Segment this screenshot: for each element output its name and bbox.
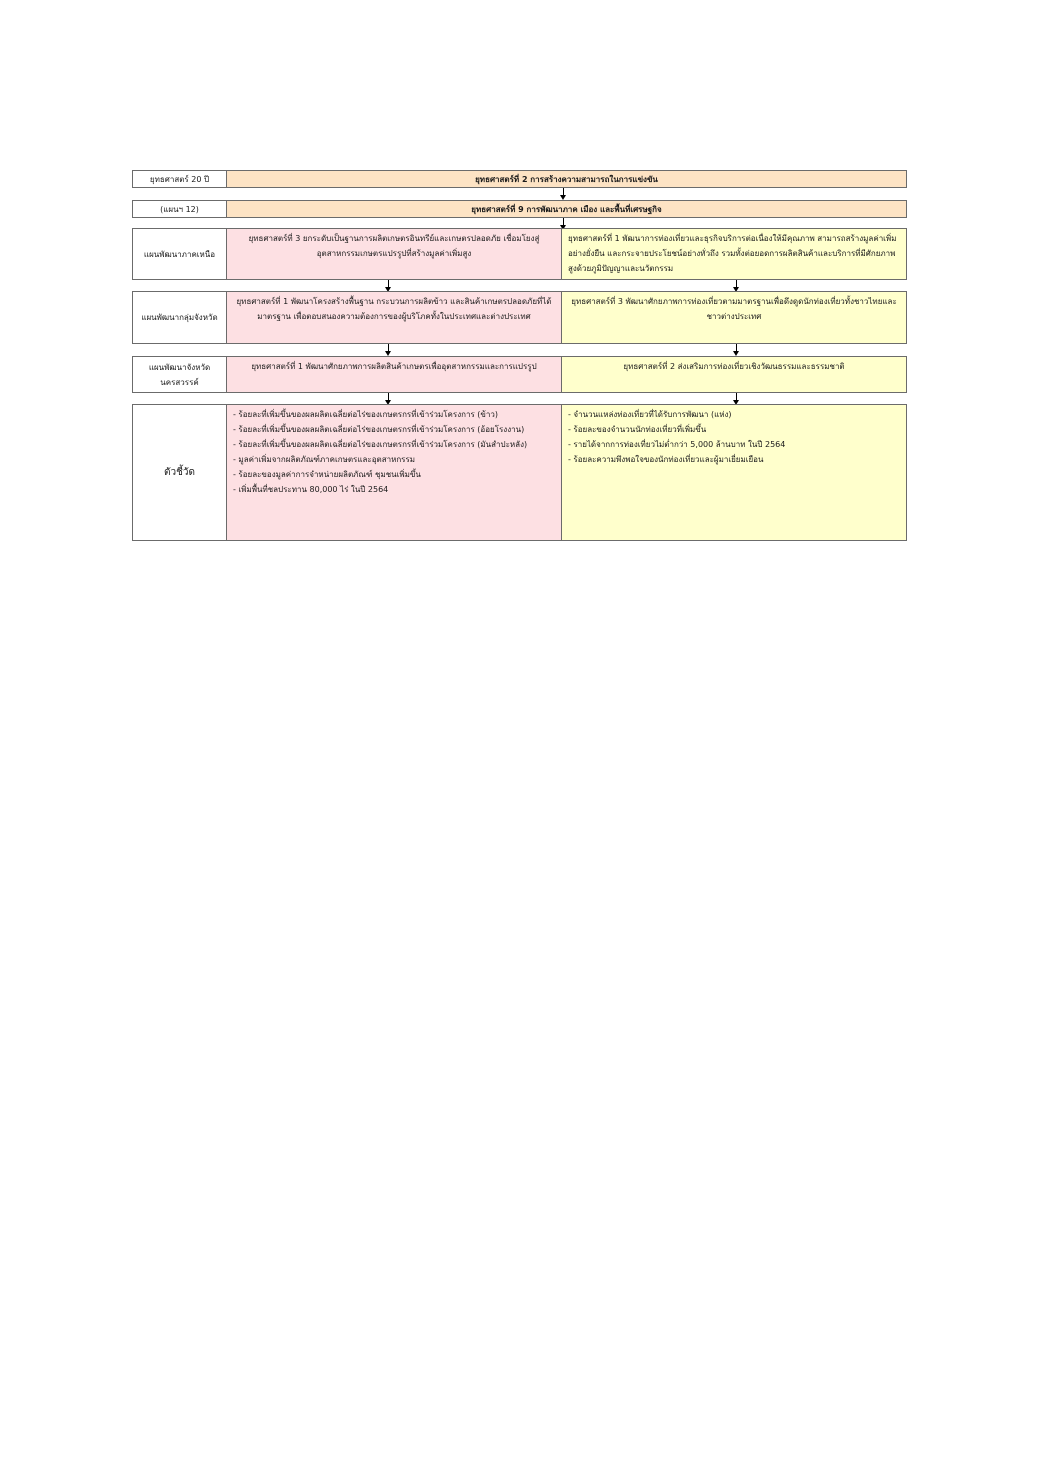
row-strategy-20-year — [132, 170, 907, 188]
arrow-down-icon — [388, 393, 389, 402]
indicators-right-list — [568, 407, 900, 467]
label-plan-12: (แผนฯ 12) — [132, 200, 227, 218]
province-group-right: ยุทธศาสตร์ที่ 3 พัฒนาศักยภาพการท่องเที่ยวตามมาตรฐานเพื่อดึงดูดนักท่องเที่ยวทั้งชาวไทยและชาวต่างประเทศ — [561, 291, 907, 344]
indicator-item: - ร้อยละของจำนวนนักท่องเที่ยวที่เพิ่มขึ้น — [568, 425, 707, 434]
arrow-down-icon — [736, 393, 737, 402]
arrow-down-icon — [736, 280, 737, 289]
indicator-item: - เพิ่มพื้นที่ชลประทาน 80,000 ไร่ ในปี 2564 — [233, 485, 389, 494]
row-north-plan — [132, 228, 907, 280]
indicators-right — [561, 404, 907, 541]
arrow-down-icon — [736, 344, 737, 353]
label-strategy-20-year: ยุทธศาสตร์ 20 ปี — [132, 170, 227, 188]
arrow-down-icon — [388, 280, 389, 289]
arrow-down-icon — [563, 188, 564, 197]
north-plan-left: ยุทธศาสตร์ที่ 3 ยกระดับเป็นฐานการผลิตเกษตรอินทรีย์และเกษตรปลอดภัย เชื่อมโยงสู่อุตสาหกรรมเกษตรแปรรูปที่สร้างมูลค่าเพิ่มสูง — [226, 228, 562, 280]
indicator-item: - ร้อยละที่เพิ่มขึ้นของผลผลิตเฉลี่ยต่อไร่ของเกษตรกรที่เข้าร่วมโครงการ (ข้าว) — [233, 410, 498, 419]
north-plan-right: ยุทธศาสตร์ที่ 1 พัฒนาการท่องเที่ยวและธุรกิจบริการต่อเนื่องให้มีคุณภาพ สามารถสร้างมูลค่าเพิ่มอย่างยั่งยืน และกระจายประโยชน์อย่างทั่วถึง รวมทั้งต่อยอดการผลิตสินค้าและบริการที่มีศักยภาพสูงด้วยภูมิปัญญาและนวัตกรรม — [561, 228, 907, 280]
indicator-item: - ร้อยละของมูลค่าการจำหน่ายผลิตภัณฑ์ ชุมชนเพิ่มขึ้น — [233, 470, 421, 479]
label-north-plan: แผนพัฒนาภาคเหนือ — [132, 228, 227, 280]
province-plan-left: ยุทธศาสตร์ที่ 1 พัฒนาศักยภาพการผลิตสินค้าเกษตรเพื่ออุตสาหกรรมและการแปรรูป — [226, 356, 562, 393]
indicators-left-list — [233, 407, 555, 497]
plan-12-text: ยุทธศาสตร์ที่ 9 การพัฒนาภาค เมือง และพื้นที่เศรษฐกิจ — [226, 200, 907, 218]
indicator-item: - ร้อยละที่เพิ่มขึ้นของผลผลิตเฉลี่ยต่อไร่ของเกษตรกรที่เข้าร่วมโครงการ (มันสำปะหลัง) — [233, 440, 528, 449]
indicators-left — [226, 404, 562, 541]
arrow-down-icon — [563, 218, 564, 227]
arrow-down-icon — [388, 344, 389, 353]
indicator-item: - จำนวนแหล่งท่องเที่ยวที่ได้รับการพัฒนา (แห่ง) — [568, 410, 732, 419]
indicator-item: - มูลค่าเพิ่มจากผลิตภัณฑ์ภาคเกษตรและอุตสาหกรรม — [233, 455, 416, 464]
province-group-left: ยุทธศาสตร์ที่ 1 พัฒนาโครงสร้างพื้นฐาน กระบวนการผลิตข้าว และสินค้าเกษตรปลอดภัยที่ได้มาตรฐาน เพื่อตอบสนองความต้องการของผู้บริโภคทั้งในประเทศและต่างประเทศ — [226, 291, 562, 344]
indicator-item: - รายได้จากการท่องเที่ยวไม่ต่ำกว่า 5,000 ล้านบาท ในปี 2564 — [568, 440, 786, 449]
row-plan-12 — [132, 200, 907, 218]
indicator-item: - ร้อยละความพึงพอใจของนักท่องเที่ยวและผู้มาเยี่ยมเยือน — [568, 455, 764, 464]
strategy-20-year-text: ยุทธศาสตร์ที่ 2 การสร้างความสามารถในการแข่งขัน — [226, 170, 907, 188]
row-indicators — [132, 404, 907, 541]
label-province-plan: แผนพัฒนาจังหวัดนครสวรรค์ — [132, 356, 227, 393]
indicator-item: - ร้อยละที่เพิ่มขึ้นของผลผลิตเฉลี่ยต่อไร่ของเกษตรกรที่เข้าร่วมโครงการ (อ้อยโรงงาน) — [233, 425, 525, 434]
province-plan-right: ยุทธศาสตร์ที่ 2 ส่งเสริมการท่องเที่ยวเชิงวัฒนธรรมและธรรมชาติ — [561, 356, 907, 393]
label-province-group-plan: แผนพัฒนากลุ่มจังหวัด — [132, 291, 227, 344]
row-province-group-plan — [132, 291, 907, 344]
row-province-plan — [132, 356, 907, 393]
label-indicators: ตัวชี้วัด — [132, 404, 227, 541]
